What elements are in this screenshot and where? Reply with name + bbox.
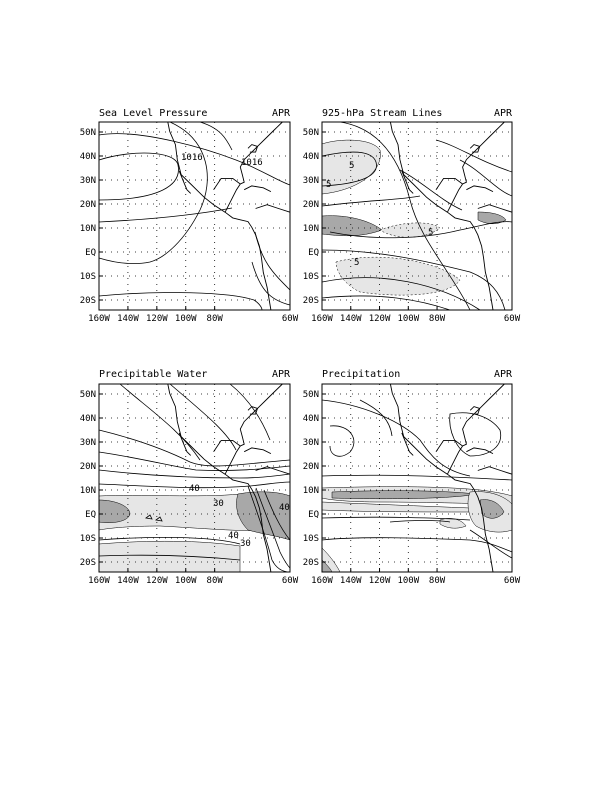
lat-label: 20S — [302, 557, 319, 568]
lon-label: 140W — [339, 314, 362, 324]
map-area — [322, 122, 512, 310]
map-area — [99, 122, 290, 310]
shade-region — [322, 502, 470, 512]
lon-label: 120W — [368, 576, 391, 586]
lat-label: 10N — [79, 223, 96, 234]
lat-label: 50N — [302, 390, 319, 401]
contour-label: 1016 — [181, 153, 203, 163]
coastline-segment — [478, 205, 512, 213]
lat-label: EQ — [85, 248, 96, 259]
lat-label: 50N — [302, 128, 319, 139]
map-area — [99, 384, 290, 572]
lat-label: EQ — [85, 510, 96, 521]
lon-label: 80W — [428, 314, 446, 324]
map-area — [322, 384, 512, 572]
panel-month: APR — [271, 369, 290, 380]
panel-precipitable-water — [80, 369, 299, 586]
coastline-segment — [436, 440, 463, 451]
lat-label: 10N — [302, 485, 319, 496]
lon-label: 120W — [145, 314, 168, 324]
lat-label: 30N — [302, 175, 319, 186]
contour-label: 30 — [240, 539, 251, 549]
lat-label: EQ — [308, 510, 319, 521]
water-shading — [99, 492, 290, 572]
lon-label: 140W — [339, 576, 362, 586]
panel-month: APR — [493, 108, 512, 119]
contour-label: 30 — [213, 499, 224, 509]
coastline-segment — [466, 448, 493, 454]
panel-sea-level-pressure — [80, 108, 299, 324]
lon-label: 100W — [174, 576, 197, 586]
map-frame — [99, 122, 290, 310]
coastline-segment — [214, 440, 241, 451]
coastline-segment — [244, 186, 271, 192]
coastline-segment — [447, 384, 504, 474]
lon-label: 60W — [281, 314, 299, 324]
lat-label: 10S — [79, 271, 96, 282]
panel-precipitation — [303, 369, 521, 586]
lon-label: 160W — [311, 576, 333, 586]
lat-label: 20S — [79, 295, 96, 306]
lon-label: 140W — [117, 576, 139, 586]
lon-label: 60W — [281, 576, 299, 586]
coastline-segment — [466, 186, 493, 192]
lat-label: 10N — [79, 485, 96, 496]
panel-title: 925-hPa Stream Lines — [322, 108, 443, 119]
panel-month: APR — [271, 108, 290, 119]
lon-label: 80W — [206, 576, 223, 586]
panel-title: Precipitation — [322, 369, 401, 380]
lon-label: 120W — [145, 576, 168, 586]
coastline-segment — [256, 205, 290, 213]
panel-title: Sea Level Pressure — [99, 108, 208, 119]
shade-region — [322, 216, 382, 236]
coastline-segment — [478, 467, 512, 475]
lon-label: 140W — [117, 314, 139, 324]
contour-label: 1016 — [241, 158, 263, 168]
contour-label: 5 — [428, 228, 434, 238]
lat-label: 40N — [79, 413, 96, 424]
coastline-segment — [168, 122, 271, 310]
lat-label: 10S — [302, 533, 319, 544]
lon-label: 60W — [503, 576, 521, 586]
lat-label: 20N — [79, 200, 96, 211]
lat-label: 20N — [302, 200, 319, 211]
lat-label: 50N — [79, 128, 96, 139]
coastline-segment — [214, 178, 241, 189]
pressure-contours — [99, 122, 290, 310]
lon-label: 120W — [368, 314, 391, 324]
precip-shading — [322, 487, 512, 572]
coastline — [390, 384, 512, 572]
coastline-segment — [225, 384, 282, 474]
lat-label: EQ — [308, 248, 319, 259]
contour-label: 5 — [354, 258, 360, 268]
coastline — [168, 122, 290, 310]
lat-label: 40N — [302, 151, 319, 162]
lon-label: 100W — [397, 314, 420, 324]
contour-label: 40 — [279, 503, 290, 513]
coastline-segment — [436, 178, 463, 189]
panel-title: Precipitable Water — [99, 369, 208, 380]
lon-label: 160W — [88, 576, 110, 586]
lat-label: 10S — [302, 271, 319, 282]
lon-label: 60W — [503, 314, 521, 324]
contour-label: 40 — [189, 484, 200, 494]
lat-label: 40N — [302, 413, 319, 424]
lat-label: 20S — [302, 295, 319, 306]
lat-label: 10S — [79, 533, 96, 544]
lon-label: 100W — [397, 576, 420, 586]
lon-label: 160W — [311, 314, 333, 324]
contour-label: 5 — [326, 180, 332, 190]
lat-label: 30N — [79, 437, 96, 448]
panel-stream-lines — [303, 108, 521, 324]
lon-label: 160W — [88, 314, 110, 324]
panel-month: APR — [493, 369, 512, 380]
lon-label: 80W — [206, 314, 223, 324]
lat-label: 20S — [79, 557, 96, 568]
lat-label: 20N — [79, 462, 96, 473]
shade-region — [99, 541, 240, 572]
contour-label: 40 — [228, 531, 239, 541]
lat-label: 20N — [302, 462, 319, 473]
coastline-segment — [447, 122, 504, 212]
lon-label: 100W — [174, 314, 197, 324]
lat-label: 10N — [302, 223, 319, 234]
contour-label: 5 — [349, 161, 355, 171]
lat-label: 40N — [79, 151, 96, 162]
lat-label: 30N — [302, 437, 319, 448]
lon-label: 80W — [428, 576, 446, 586]
coastline-segment — [244, 448, 271, 454]
map-frame — [322, 384, 512, 572]
lat-label: 30N — [79, 175, 96, 186]
lat-label: 50N — [79, 390, 96, 401]
